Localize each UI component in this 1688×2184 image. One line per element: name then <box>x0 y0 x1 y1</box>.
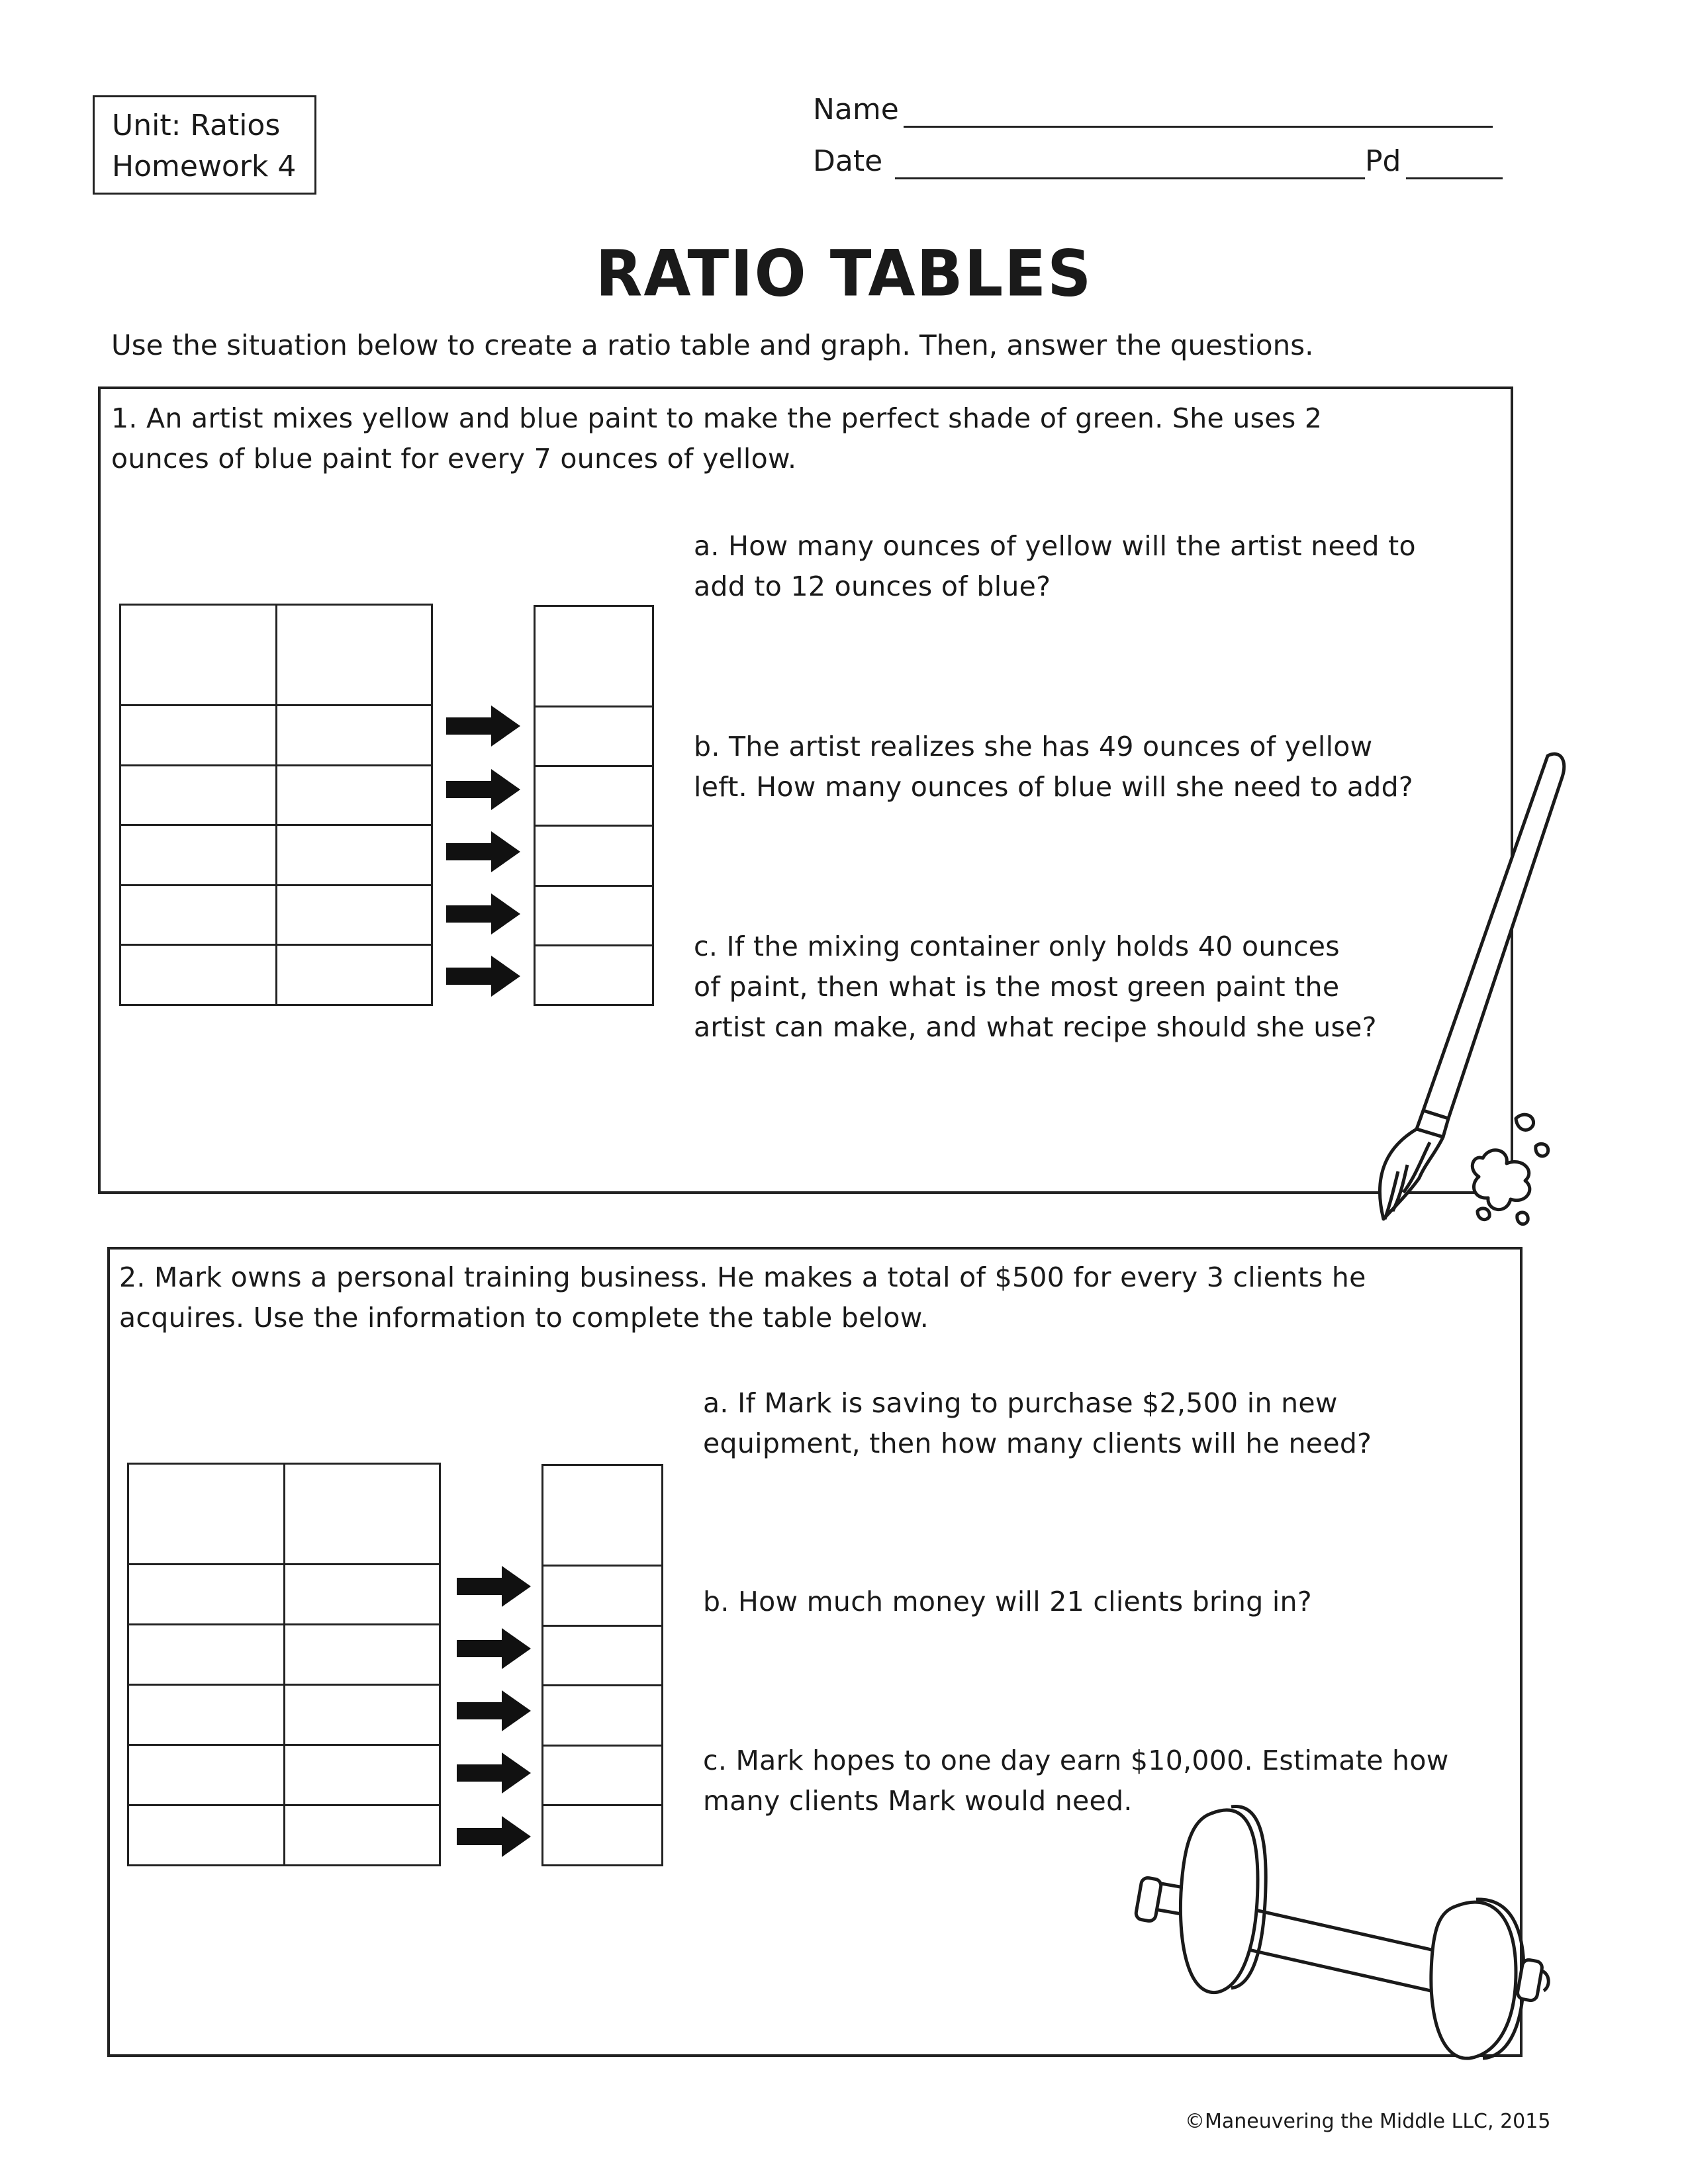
table-cell[interactable] <box>128 1464 285 1565</box>
table-cell[interactable] <box>128 1565 285 1625</box>
table-cell[interactable] <box>128 1625 285 1685</box>
arrow-right-icon <box>445 953 523 999</box>
instructions: Use the situation below to create a ratio table and graph. Then, answer the questions. <box>111 329 1314 361</box>
table-cell[interactable] <box>284 1464 440 1565</box>
table-cell[interactable] <box>276 825 432 886</box>
problem-2-prompt: 2. Mark owns a personal training business. He makes a total of $500 for every 3 clients he acquires. Use the information to complete the table below. <box>119 1261 1366 1334</box>
table-cell[interactable] <box>284 1805 440 1866</box>
homework-label: Homework 4 <box>112 150 297 183</box>
problem-2-question-c: c. Mark hopes to one day earn $10,000. Estimate how many clients Mark would need. <box>703 1745 1449 1817</box>
arrow-right-icon <box>445 766 523 813</box>
table-cell[interactable] <box>276 945 432 1005</box>
table-cell[interactable] <box>284 1565 440 1625</box>
table-cell[interactable] <box>543 1805 663 1866</box>
table-cell[interactable] <box>543 1686 663 1746</box>
arrow-right-icon <box>455 1750 534 1796</box>
table-cell[interactable] <box>120 885 277 945</box>
table-cell[interactable] <box>120 605 277 705</box>
table-cell[interactable] <box>284 1625 440 1685</box>
table-cell[interactable] <box>128 1685 285 1745</box>
table-cell[interactable] <box>128 1745 285 1805</box>
period-field[interactable] <box>1406 177 1503 179</box>
table-cell[interactable] <box>276 765 432 825</box>
problem-1-question-c: c. If the mixing container only holds 40 ounces of paint, then what is the most green paint the artist can make, and what recipe should she use? <box>694 931 1377 1043</box>
table-cell[interactable] <box>543 1625 663 1686</box>
table-cell[interactable] <box>535 886 653 945</box>
table-cell[interactable] <box>128 1805 285 1866</box>
table-cell[interactable] <box>276 605 432 705</box>
table-cell[interactable] <box>276 885 432 945</box>
paintbrush-icon <box>1337 748 1575 1238</box>
unit-box <box>93 95 316 195</box>
problem-2-result-column <box>541 1464 663 1866</box>
table-cell[interactable] <box>543 1745 663 1805</box>
problem-1-prompt: 1. An artist mixes yellow and blue paint to make the perfect shade of green. She uses 2 ounces of blue paint for every 7 ounces of yellow. <box>111 402 1323 475</box>
arrow-right-icon <box>455 1813 534 1860</box>
table-cell[interactable] <box>120 945 277 1005</box>
table-cell[interactable] <box>535 826 653 886</box>
problem-2-question-a: a. If Mark is saving to purchase $2,500 in new equipment, then how many clients will he need? <box>703 1387 1372 1459</box>
arrow-right-icon <box>455 1625 534 1672</box>
dumbbell-icon <box>1125 1787 1575 2065</box>
page-title: RATIO TABLES <box>595 236 1093 311</box>
arrow-right-icon <box>455 1688 534 1734</box>
name-field[interactable] <box>904 126 1493 128</box>
arrow-right-icon <box>445 703 523 749</box>
date-label: Date <box>813 144 883 178</box>
table-cell[interactable] <box>120 705 277 766</box>
arrow-right-icon <box>445 891 523 937</box>
table-cell[interactable] <box>284 1685 440 1745</box>
problem-2-question-b: b. How much money will 21 clients bring in? <box>703 1586 1312 1617</box>
arrow-right-icon <box>455 1563 534 1610</box>
table-cell[interactable] <box>543 1465 663 1566</box>
table-cell[interactable] <box>284 1745 440 1805</box>
table-cell[interactable] <box>535 766 653 826</box>
table-cell[interactable] <box>535 707 653 766</box>
problem-2-ratio-table <box>127 1463 441 1866</box>
problem-1-question-a: a. How many ounces of yellow will the artist need to add to 12 ounces of blue? <box>694 530 1416 602</box>
table-cell[interactable] <box>120 825 277 886</box>
table-cell[interactable] <box>120 765 277 825</box>
table-cell[interactable] <box>276 705 432 766</box>
table-cell[interactable] <box>535 606 653 707</box>
table-cell[interactable] <box>535 945 653 1005</box>
arrow-right-icon <box>445 829 523 875</box>
unit-label: Unit: Ratios <box>112 109 281 142</box>
date-field[interactable] <box>895 177 1365 179</box>
problem-1-ratio-table <box>119 604 433 1006</box>
problem-1-result-column <box>534 605 654 1006</box>
period-label: Pd <box>1365 144 1401 178</box>
table-cell[interactable] <box>543 1566 663 1626</box>
problem-1-question-b: b. The artist realizes she has 49 ounces of yellow left. How many ounces of blue will she need to add? <box>694 731 1413 803</box>
copyright-footer: ©Maneuvering the Middle LLC, 2015 <box>1185 2110 1551 2133</box>
name-label: Name <box>813 93 899 126</box>
